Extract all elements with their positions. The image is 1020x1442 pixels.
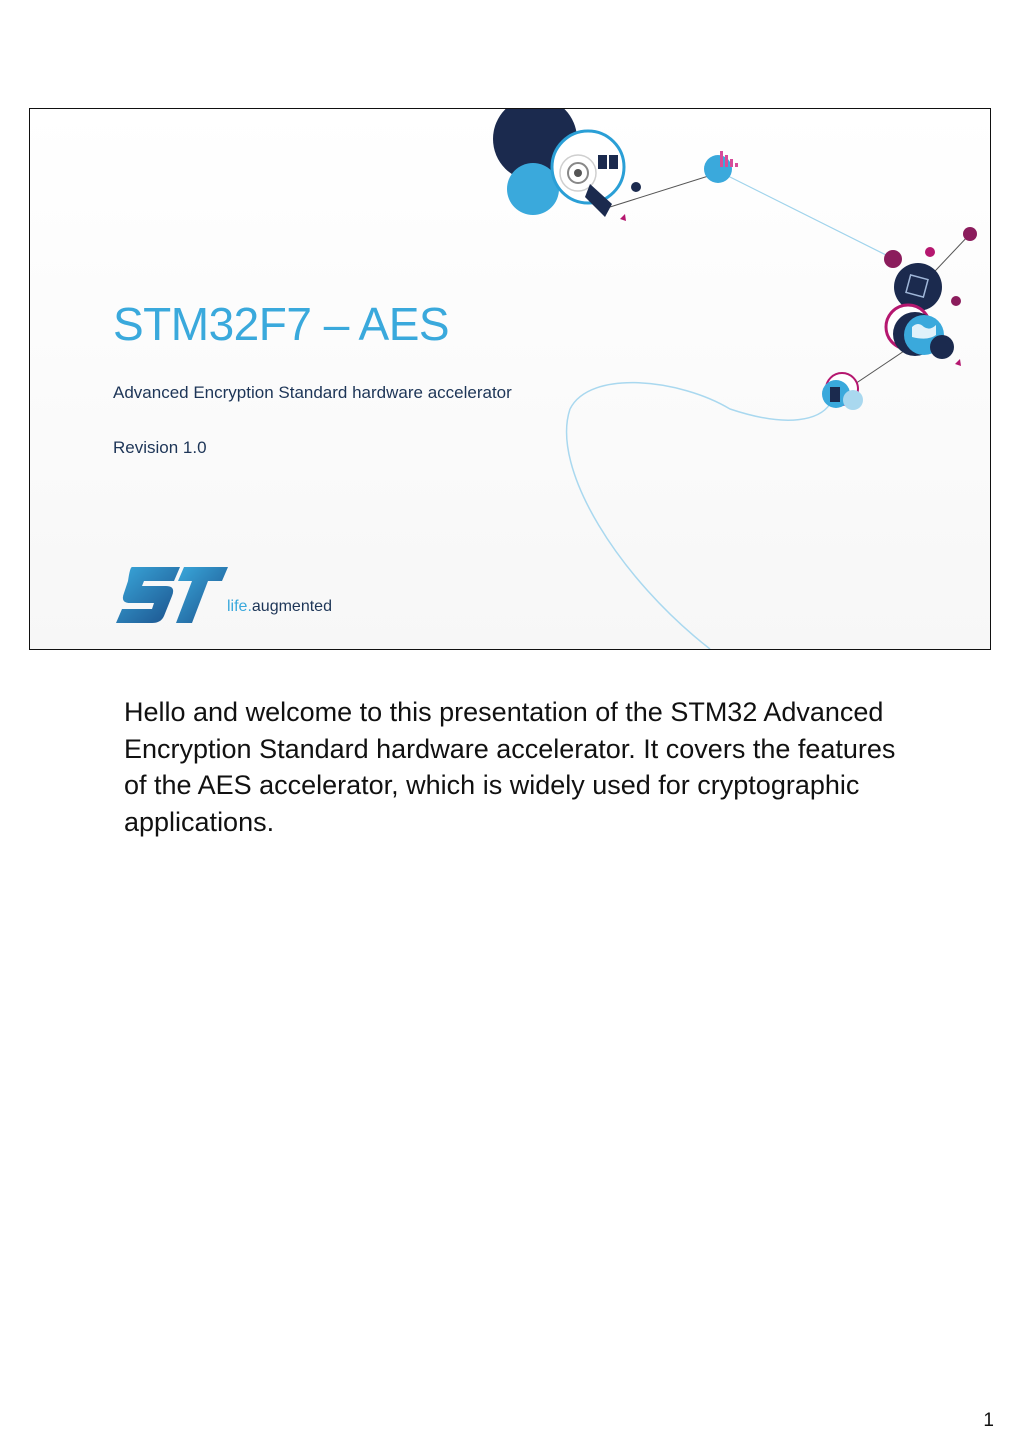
tagline-dot: . xyxy=(247,598,252,615)
tagline-life: life xyxy=(227,598,248,615)
page-number: 1 xyxy=(983,1410,994,1431)
slide-revision: Revision 1.0 xyxy=(113,438,207,457)
slide-title: STM32F7 – AES xyxy=(113,298,450,350)
st-logo xyxy=(116,564,231,626)
logo-tagline xyxy=(227,598,332,616)
slide-thumbnail xyxy=(29,108,991,650)
tagline-augmented: augmented xyxy=(251,598,332,615)
speaker-notes: Hello and welcome to this presentation of the STM32 Advanced Encryption Standard hardware accelerator. It covers the features of the AES accelerator, which is widely used for cryptographic applications. xyxy=(124,697,896,837)
slide-subtitle: Advanced Encryption Standard hardware accelerator xyxy=(113,383,512,402)
